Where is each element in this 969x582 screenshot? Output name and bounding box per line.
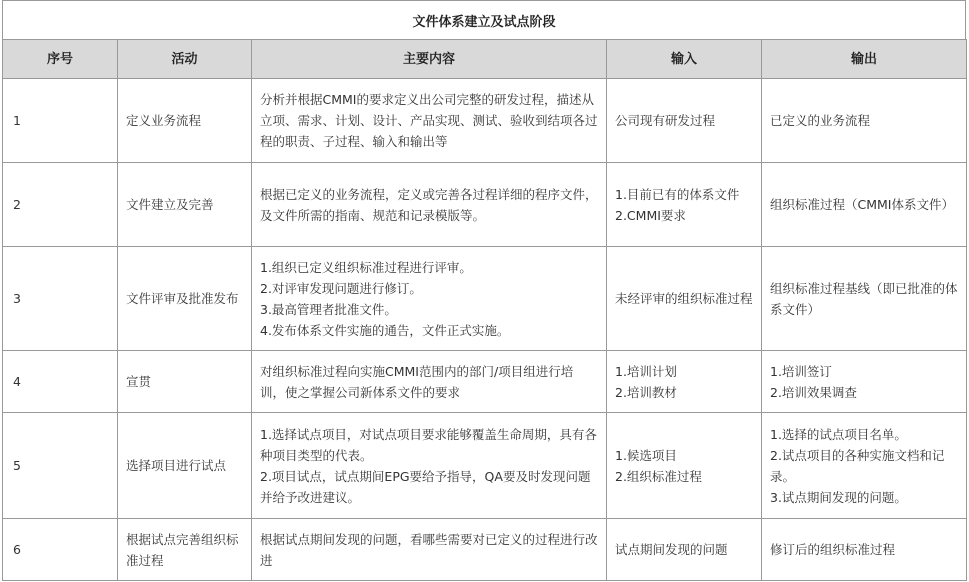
header-no: 序号 [3,40,118,79]
cell-content [252,247,607,351]
content-line: 4.发布体系文件实施的通告，文件正式实施。 [260,322,510,338]
cell-content [252,519,607,581]
input-line: 2.培训教材 [615,384,677,400]
table-row [3,413,967,519]
output-line: 组织标准过程基线（即已批准的体系文件） [770,280,958,317]
content-line: 对组织标准过程向实施CMMI范围内的部门/项目组进行培训，使之掌握公司新体系文件的要求 [260,363,574,400]
output-line: 1.选择的试点项目名单。 [770,426,907,442]
cell-no: 3 [3,247,118,351]
table-row [3,519,967,581]
table-row [3,79,967,163]
cell-input [607,79,762,163]
content-line: 3.最高管理者批准文件。 [260,301,397,317]
table-title: 文件体系建立及试点阶段 [2,0,966,40]
output-line: 2.试点项目的各种实施文档和记录。 [770,447,945,484]
input-line: 1.目前已有的体系文件 [615,186,740,202]
content-line: 1.组织已定义组织标准过程进行评审。 [260,259,472,275]
cell-output [762,163,967,247]
table-body [3,79,967,581]
table-row [3,163,967,247]
table-row [3,351,967,413]
content-line: 根据试点期间发现的问题，看哪些需要对已定义的过程进行改进 [260,531,598,568]
cell-input [607,351,762,413]
cell-input [607,163,762,247]
input-line: 1.候选项目 [615,447,677,463]
cell-no: 1 [3,79,118,163]
cell-activity: 宣贯 [118,351,252,413]
cell-output [762,413,967,519]
input-line: 2.组织标准过程 [615,468,702,484]
cell-no: 5 [3,413,118,519]
cell-content [252,163,607,247]
input-line: 公司现有研发过程 [615,113,716,128]
cell-content [252,413,607,519]
cell-output [762,79,967,163]
cell-no: 2 [3,163,118,247]
input-line: 1.培训计划 [615,363,677,379]
input-line: 2.CMMI要求 [615,207,686,223]
output-line: 修订后的组织标准过程 [770,542,896,557]
cell-content [252,351,607,413]
cell-no: 6 [3,519,118,581]
content-line: 分析并根据CMMI的要求定义出公司完整的研发过程，描述从立项、需求、计划、设计、产品实现、测试、验收到结项各过程的职责、子过程、输入和输出等 [260,92,598,149]
header-output: 输出 [762,40,967,79]
cell-output [762,351,967,413]
cell-output [762,519,967,581]
cell-activity: 根据试点完善组织标准过程 [118,519,252,581]
output-line: 已定义的业务流程 [770,113,871,128]
phase-table [2,39,967,581]
table-row [3,247,967,351]
output-line: 2.培训效果调查 [770,384,857,400]
cell-activity: 定义业务流程 [118,79,252,163]
output-line: 组织标准过程（CMMI体系文件） [770,197,954,212]
cell-no: 4 [3,351,118,413]
content-line: 2.对评审发现问题进行修订。 [260,280,422,296]
header-activity: 活动 [118,40,252,79]
header-row [3,40,967,79]
header-content: 主要内容 [252,40,607,79]
cell-activity: 选择项目进行试点 [118,413,252,519]
output-line: 3.试点期间发现的问题。 [770,489,907,505]
header-input: 输入 [607,40,762,79]
input-line: 未经评审的组织标准过程 [615,291,753,306]
content-line: 1.选择试点项目，对试点项目要求能够覆盖生命周期，具有各种项目类型的代表。 [260,426,597,463]
input-line: 试点期间发现的问题 [615,542,728,557]
cell-content [252,79,607,163]
cell-input [607,247,762,351]
cell-input [607,413,762,519]
content-line: 2.项目试点，试点期间EPG要给予指导，QA要及时发现问题并给予改进建议。 [260,468,591,505]
cell-activity: 文件建立及完善 [118,163,252,247]
cell-input [607,519,762,581]
output-line: 1.培训签订 [770,363,832,379]
cell-output [762,247,967,351]
content-line: 根据已定义的业务流程，定义或完善各过程详细的程序文件，及文件所需的指南、规范和记录模版等。 [260,186,598,223]
cell-activity: 文件评审及批准发布 [118,247,252,351]
